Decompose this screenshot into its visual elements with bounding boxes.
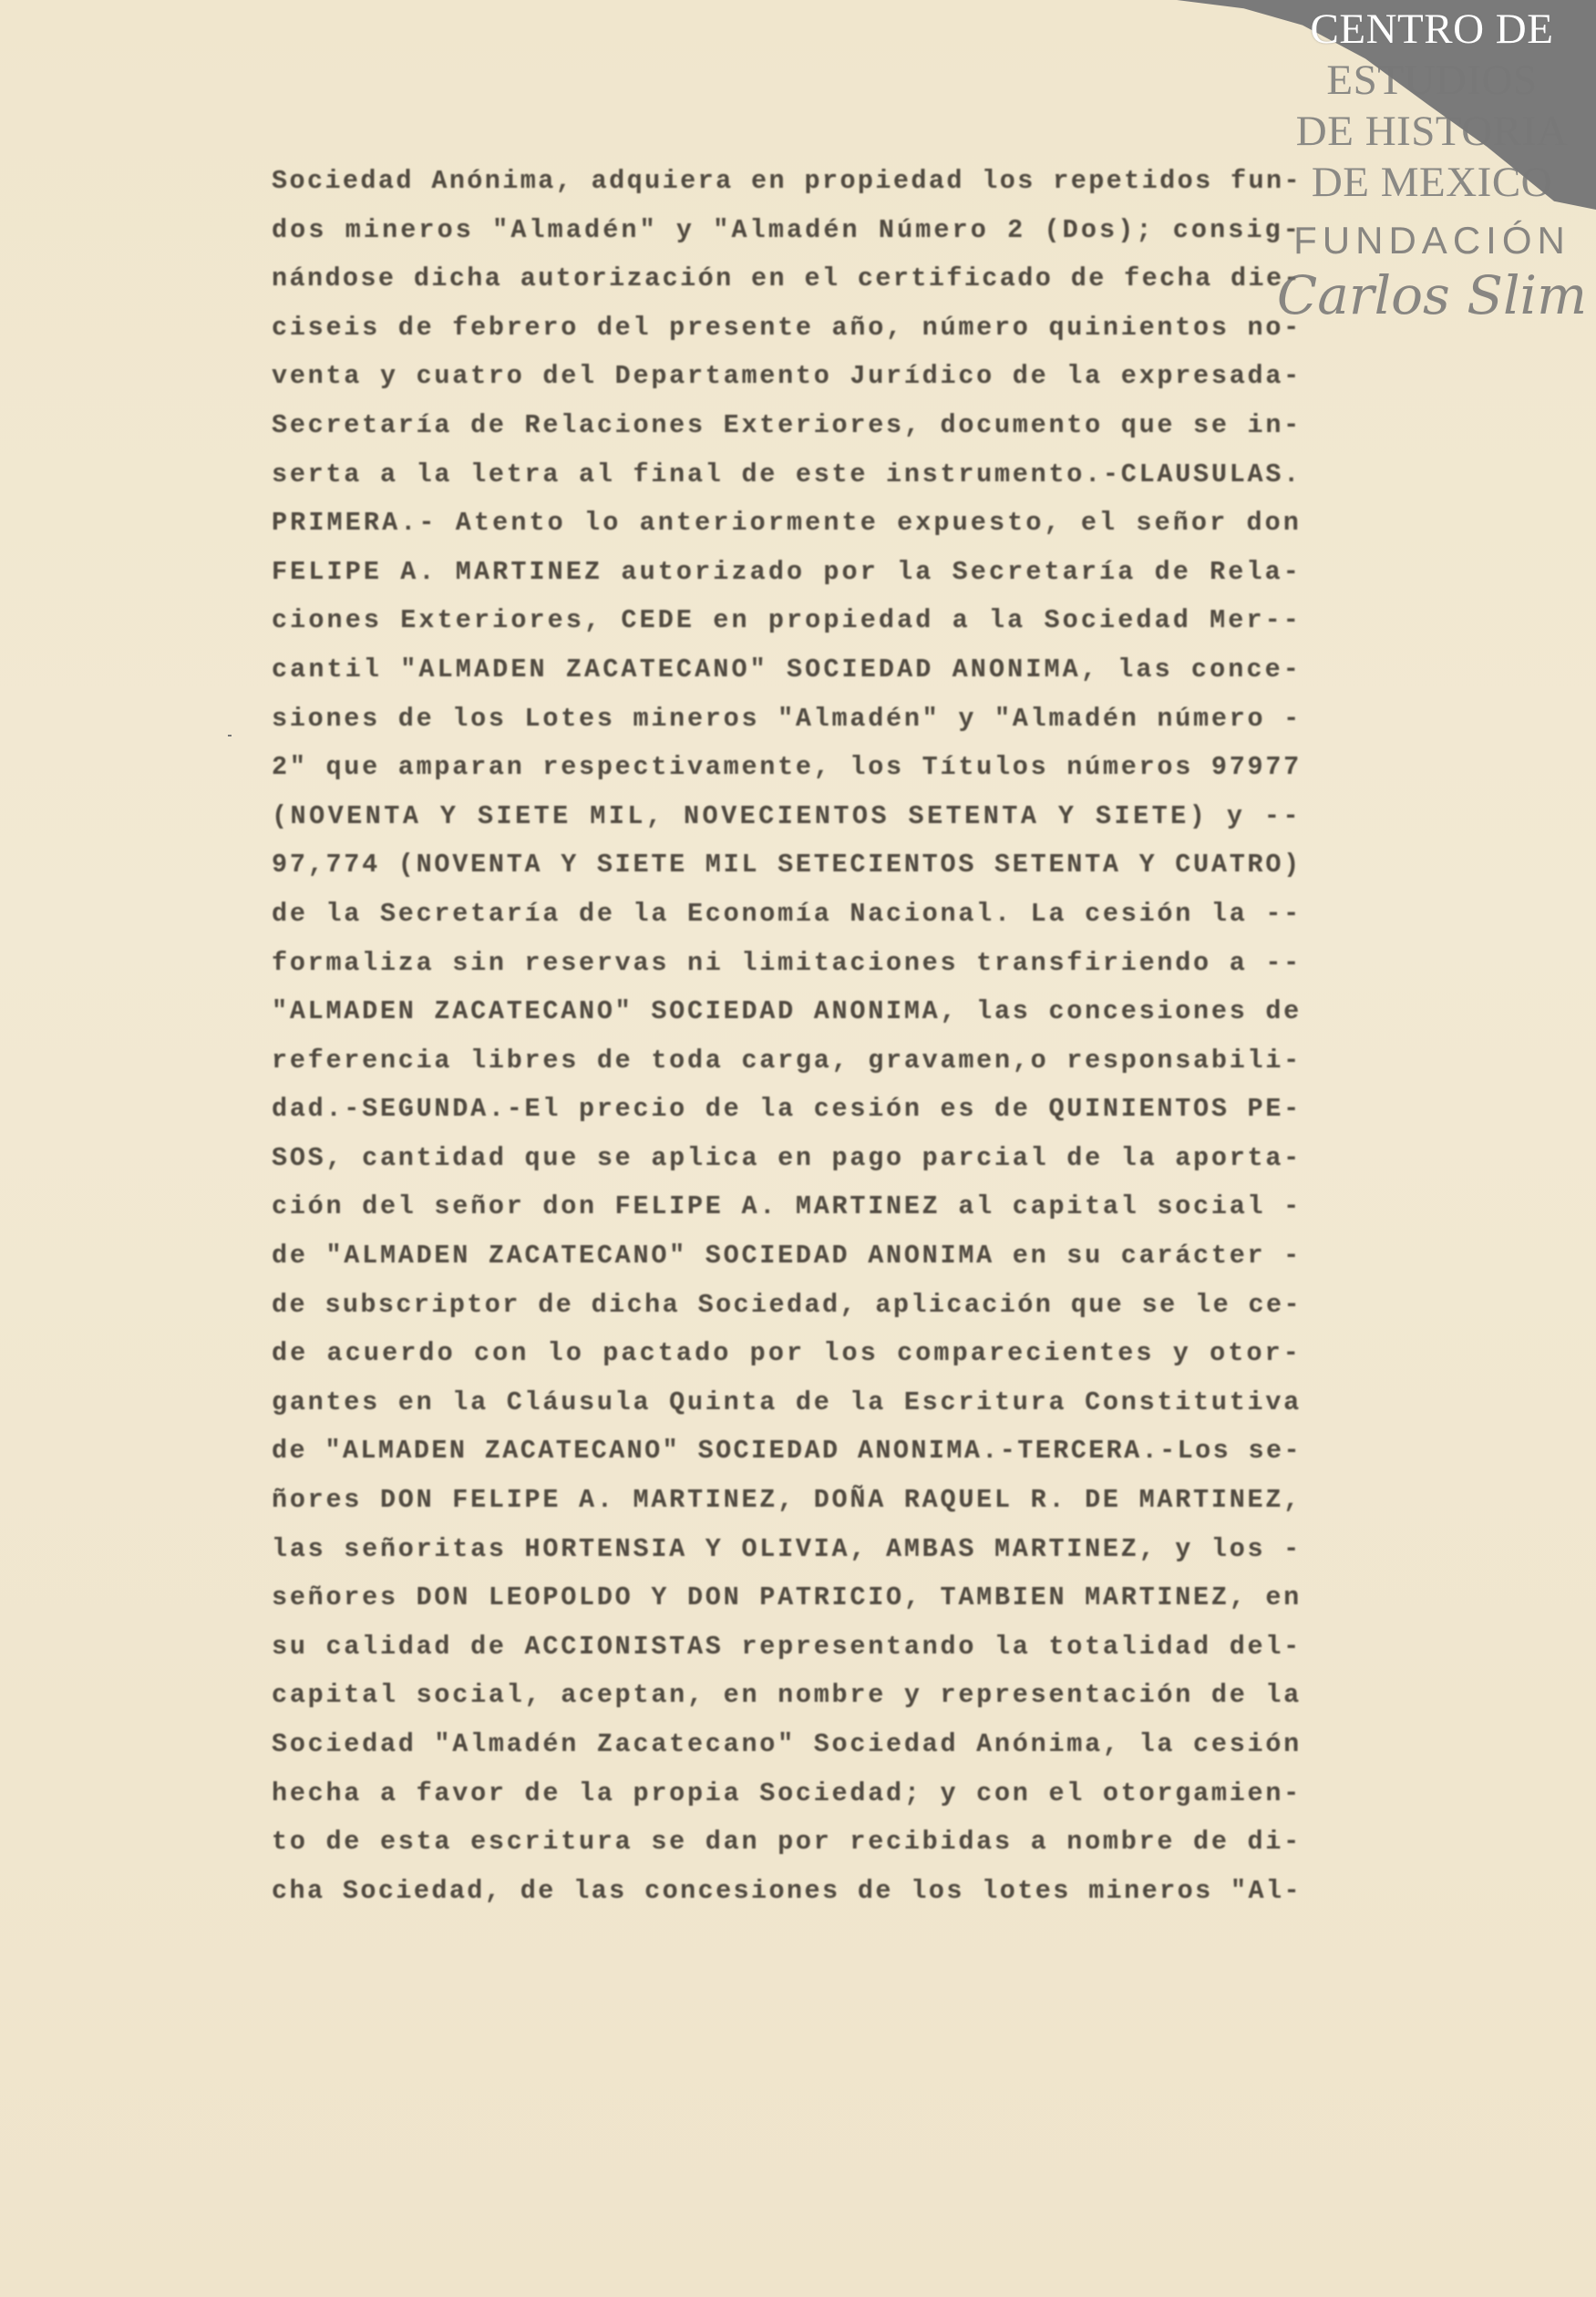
watermark-line-1: CENTRO DE — [1310, 5, 1554, 53]
text-line: Sociedad "Almadén Zacatecano" Sociedad Anónima, la cesión — [272, 1729, 1302, 1759]
paper-speck — [228, 735, 232, 736]
text-line: 2" que amparan respectivamente, los Títulos números 97977 — [272, 752, 1302, 783]
text-line: FELIPE A. MARTINEZ autorizado por la Secretaría de Rela- — [272, 556, 1302, 587]
text-line: cha Sociedad, de las concesiones de los lotes mineros "Al- — [272, 1875, 1302, 1906]
text-line: dos mineros "Almadén" y "Almadén Número 2 (Dos); consig- — [272, 214, 1302, 245]
text-line: de "ALMADEN ZACATECANO" SOCIEDAD ANONIMA en su carácter - — [272, 1241, 1302, 1272]
text-line: de la Secretaría de la Economía Nacional. La cesión la -- — [272, 898, 1302, 929]
text-line: Sociedad Anónima, adquiera en propiedad los repetidos fun- — [272, 166, 1302, 196]
text-line: ciseis de febrero del presente año, número quinientos no- — [272, 312, 1302, 343]
text-line: PRIMERA.- Atento lo anteriormente expuesto, el señor don — [272, 508, 1302, 539]
text-line: su calidad de ACCIONISTAS representando la totalidad del- — [272, 1631, 1302, 1662]
watermark-line-2: ESTUDIOS — [1326, 57, 1538, 104]
watermark-signature: Carlos Slim — [1276, 264, 1588, 326]
text-line: capital social, aceptan, en nombre y representación de la — [272, 1680, 1302, 1711]
text-line: cantil "ALMADEN ZACATECANO" SOCIEDAD ANONIMA, las conce- — [272, 654, 1302, 685]
typewritten-text — [272, 157, 1302, 1915]
text-line: venta y cuatro del Departamento Jurídico de la expresada- — [272, 361, 1302, 392]
text-line: serta a la letra al final de este instrumento.-CLAUSULAS. — [272, 458, 1302, 489]
text-line: referencia libres de toda carga, gravamen,o responsabili- — [272, 1045, 1302, 1076]
text-line: gantes en la Cláusula Quinta de la Escritura Constitutiva — [272, 1386, 1302, 1417]
text-line: Secretaría de Relaciones Exteriores, documento que se in- — [272, 409, 1302, 440]
text-line: siones de los Lotes mineros "Almadén" y "Almadén número - — [272, 703, 1302, 734]
watermark-foundation: FUNDACIÓN — [1293, 219, 1570, 262]
text-line: dad.-SEGUNDA.-El precio de la cesión es de QUINIENTOS PE- — [272, 1094, 1302, 1125]
text-line: las señoritas HORTENSIA Y OLIVIA, AMBAS MARTINEZ, y los - — [272, 1533, 1302, 1564]
text-line: hecha a favor de la propia Sociedad; y con el otorgamien- — [272, 1777, 1302, 1808]
text-line: to de esta escritura se dan por recibidas a nombre de di- — [272, 1827, 1302, 1858]
text-line: de acuerdo con lo pactado por los comparecientes y otor- — [272, 1338, 1302, 1369]
text-line: 97,774 (NOVENTA Y SIETE MIL SETECIENTOS SETENTA Y CUATRO) — [272, 850, 1302, 881]
text-line: nándose dicha autorización en el certificado de fecha die- — [272, 263, 1302, 294]
watermark-line-4: DE MEXICO — [1311, 159, 1553, 206]
text-line: ción del señor don FELIPE A. MARTINEZ al capital social - — [272, 1191, 1302, 1222]
text-line: ciones Exteriores, CEDE en propiedad a la Sociedad Mer-- — [272, 605, 1302, 636]
text-line: de "ALMADEN ZACATECANO" SOCIEDAD ANONIMA.-TERCERA.-Los se- — [272, 1436, 1302, 1467]
text-line: "ALMADEN ZACATECANO" SOCIEDAD ANONIMA, las concesiones de — [272, 996, 1302, 1027]
text-line: de subscriptor de dicha Sociedad, aplicación que se le ce- — [272, 1289, 1302, 1320]
text-line: señores DON LEOPOLDO Y DON PATRICIO, TAMBIEN MARTINEZ, en — [272, 1582, 1302, 1613]
text-line: formaliza sin reservas ni limitaciones transfiriendo a -- — [272, 947, 1302, 978]
text-line: (NOVENTA Y SIETE MIL, NOVECIENTOS SETENTA Y SIETE) y -- — [272, 800, 1302, 831]
text-line: SOS, cantidad que se aplica en pago parcial de la aporta- — [272, 1142, 1302, 1173]
archive-watermark — [1268, 4, 1596, 324]
text-line: ñores DON FELIPE A. MARTINEZ, DOÑA RAQUEL R. DE MARTINEZ, — [272, 1485, 1302, 1516]
watermark-line-3: DE HISTORIA — [1295, 108, 1569, 155]
